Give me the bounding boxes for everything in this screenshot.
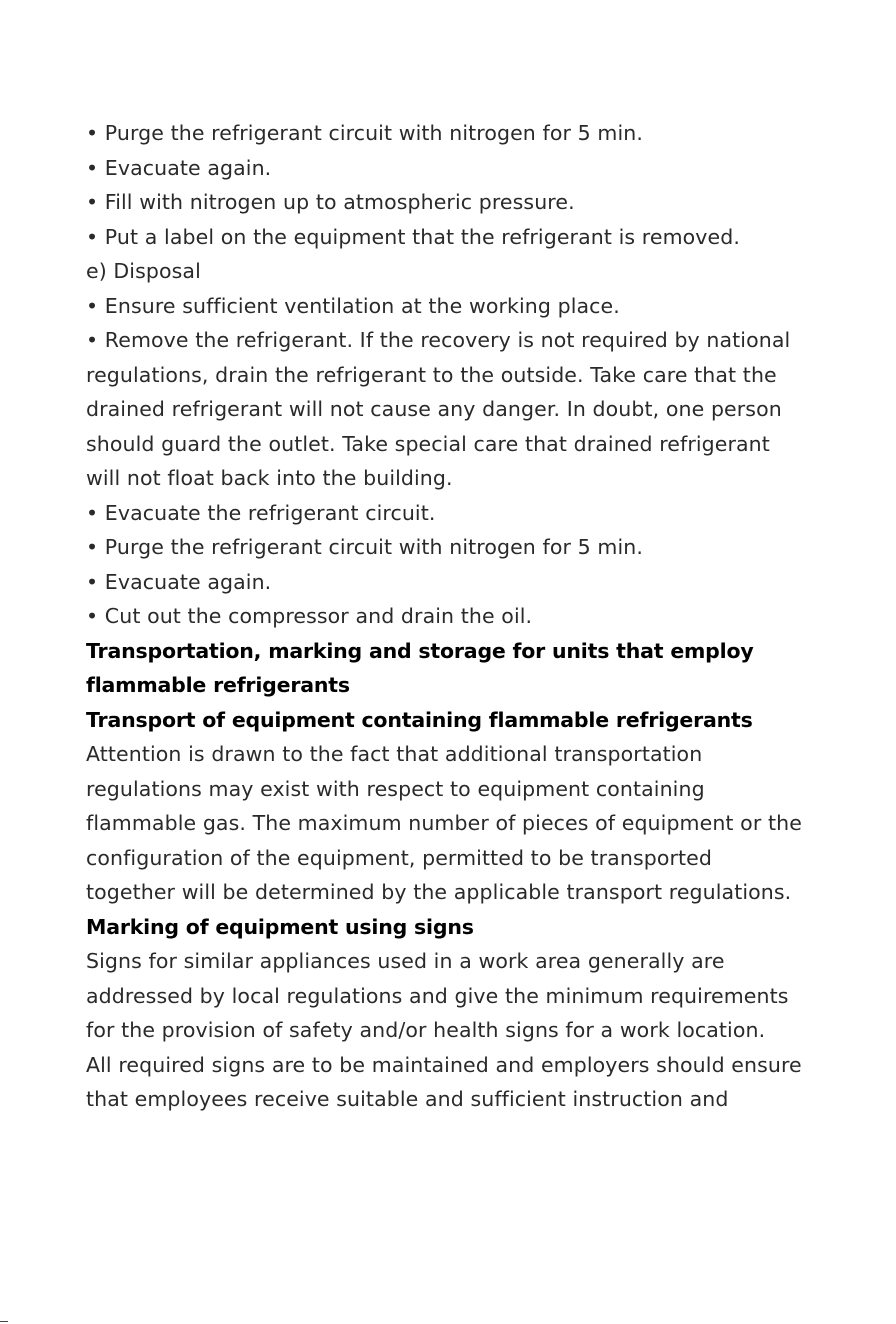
- paragraph-line: drained refrigerant will not cause any danger. In doubt, one person: [86, 397, 782, 421]
- subheading-marking: Marking of equipment using signs: [86, 914, 474, 939]
- bullet-purge-nitrogen-2: • Purge the refrigerant circuit with nitrogen for 5 min.: [86, 535, 643, 559]
- paragraph-line: addressed by local regulations and give the minimum requirements: [86, 983, 789, 1008]
- paragraph-line: All required signs are to be maintained and employers should ensure: [86, 1052, 802, 1077]
- subheading-transport: Transport of equipment containing flammable refrigerants: [86, 707, 753, 732]
- page-edge-mark: [0, 1321, 8, 1322]
- section-disposal-label: e) Disposal: [86, 259, 201, 283]
- bullet-evacuate-again-2: • Evacuate again.: [86, 569, 272, 594]
- paragraph-line: Attention is drawn to the fact that additional transportation: [86, 742, 703, 766]
- bullet-remove-refrigerant: • Remove the refrigerant. If the recovery is not required by national: [86, 328, 791, 352]
- bullet-ensure-ventilation: • Ensure sufficient ventilation at the working place.: [86, 293, 620, 318]
- paragraph-line: regulations may exist with respect to equipment containing: [86, 776, 705, 801]
- document-page: [86, 116, 876, 1117]
- paragraph-line: should guard the outlet. Take special care that drained refrigerant: [86, 431, 770, 456]
- bullet-purge-nitrogen: • Purge the refrigerant circuit with nitrogen for 5 min.: [86, 121, 643, 145]
- bullet-fill-nitrogen: • Fill with nitrogen up to atmospheric pressure.: [86, 190, 575, 214]
- bullet-cut-compressor: • Cut out the compressor and drain the oil.: [86, 604, 533, 628]
- paragraph-line: will not float back into the building.: [86, 466, 453, 490]
- heading-transportation-cont: flammable refrigerants: [86, 673, 350, 697]
- bullet-evacuate-circuit: • Evacuate the refrigerant circuit.: [86, 500, 436, 525]
- heading-transportation: Transportation, marking and storage for units that employ: [86, 638, 754, 663]
- paragraph-line: that employees receive suitable and sufficient instruction and: [86, 1087, 729, 1111]
- bullet-evacuate-again: • Evacuate again.: [86, 155, 272, 180]
- paragraph-line: for the provision of safety and/or health signs for a work location.: [86, 1018, 766, 1042]
- paragraph-line: Signs for similar appliances used in a work area generally are: [86, 949, 725, 973]
- bullet-put-label: • Put a label on the equipment that the refrigerant is removed.: [86, 224, 740, 249]
- paragraph-line: together will be determined by the applicable transport regulations.: [86, 880, 792, 904]
- paragraph-line: regulations, drain the refrigerant to the outside. Take care that the: [86, 362, 777, 387]
- paragraph-line: flammable gas. The maximum number of pieces of equipment or the: [86, 811, 802, 835]
- paragraph-line: configuration of the equipment, permitted to be transported: [86, 845, 712, 870]
